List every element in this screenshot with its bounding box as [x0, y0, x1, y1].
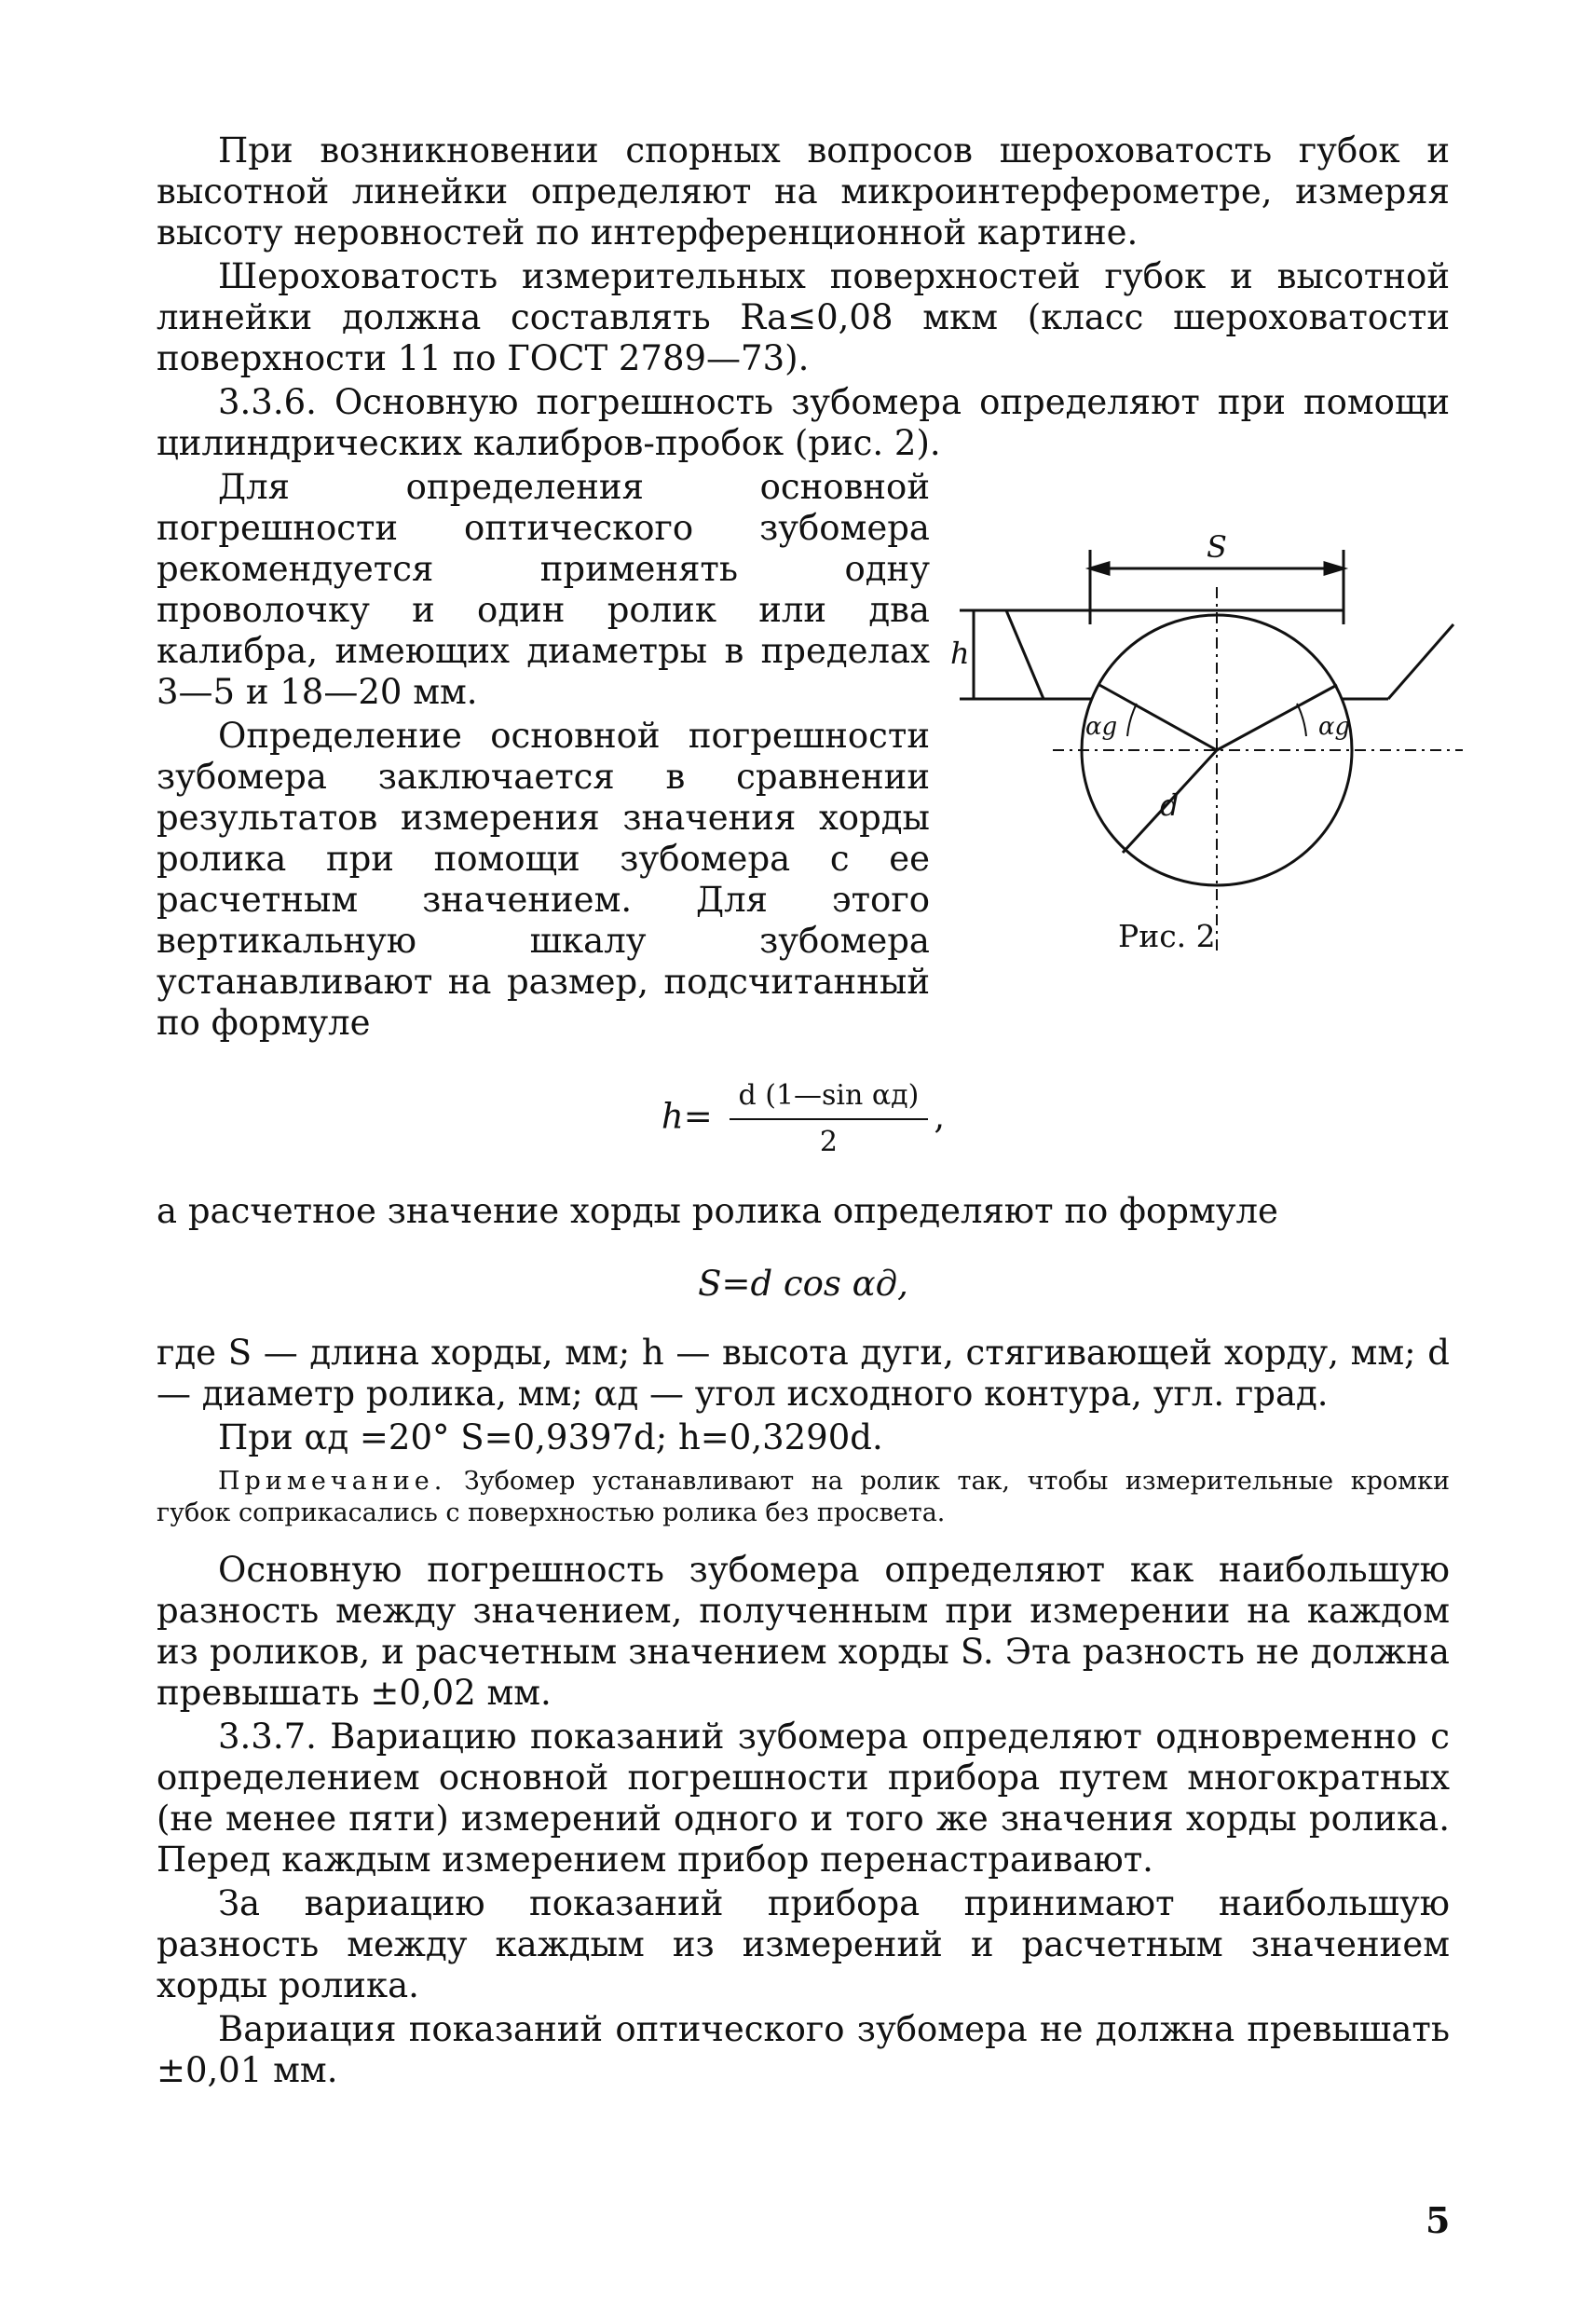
paragraph: За вариацию показаний прибора принимают наибольшую разность между каждым из измерений и расчетным значением хорды ролика.	[157, 1883, 1450, 2005]
label-d: d	[1160, 787, 1180, 823]
formula-lhs: h=	[661, 1096, 713, 1137]
label-s: S	[1207, 529, 1227, 565]
paragraph: а расчетное значение хорды ролика определяют по формуле	[157, 1191, 1278, 1231]
note	[157, 1466, 1450, 1529]
angle-arc-right	[1297, 704, 1306, 736]
arrowhead	[1325, 563, 1344, 574]
angle-arc-left	[1127, 704, 1137, 736]
note-text: Зубомер устанавливают на ролик так, чтобы измерительные кромки губок соприкасались с поверхностью ролика без просвета.	[157, 1467, 1450, 1527]
left-jaw	[1006, 610, 1044, 699]
note-label: Примечание.	[218, 1467, 447, 1496]
figure-caption: Рис. 2	[1118, 918, 1216, 954]
formula-h	[157, 1075, 1450, 1163]
wrapped-text-block	[157, 467, 930, 1044]
figure-roller-chord	[950, 522, 1472, 978]
formula-numerator: d (1—sin αд)	[730, 1075, 929, 1120]
paragraph: Для определения основной погрешности оптического зубомера рекомендуется применять одну проволочку и один ролик или два калибра, имеющих диаметры в пределах 3—5 и 18—20 мм.	[157, 467, 930, 712]
paragraph: Определение основной погрешности зубомера заключается в сравнении результатов измерения значения хорды ролика при помощи зубомера с ее расчетным значением. Для этого вертикальную шкалу зубомера устанавливают на размер, подсчитанный по формуле	[157, 716, 930, 1043]
formula-s-text: S=d cos αд,	[698, 1264, 908, 1304]
formula-trail: ,	[934, 1096, 946, 1137]
formula-s	[157, 1264, 1450, 1305]
body-text-top	[157, 130, 1450, 2094]
right-jaw-slope	[1388, 624, 1453, 699]
paragraph: 3.3.6. Основную погрешность зубомера определяют при помощи цилиндрических калибров-пробок (рис. 2).	[157, 382, 1450, 463]
page-number: 5	[1425, 2199, 1451, 2241]
paragraph: Шероховатость измерительных поверхностей губок и высотной линейки должна составлять Ra≤0,08 мкм (класс шероховатости поверхности 11 по ГОСТ 2789—73).	[157, 256, 1450, 378]
paragraph: Вариация показаний оптического зубомера не должна превышать ±0,01 мм.	[157, 2009, 1450, 2090]
formula-denominator: 2	[819, 1126, 838, 1158]
paragraph: Основную погрешность зубомера определяют как наибольшую разность между значением, полученным при измерении на каждом из роликов, и расчетным значением хорды S. Эта разность не должна превышать ±0,02 мм.	[157, 1550, 1450, 1713]
label-alpha-left: αg	[1085, 713, 1118, 741]
paragraph: где S — длина хорды, мм; h — высота дуги, стягивающей хорду, мм; d — диаметр ролика, мм; αд — угол исходного контура, угл. град.	[157, 1333, 1450, 1414]
label-h: h	[950, 636, 970, 671]
formula-fraction	[730, 1075, 929, 1163]
paragraph: При возникновении спорных вопросов шероховатость губок и высотной линейки определяют на микроинтерферометре, измеряя высоту неровностей по интерференционной картине.	[157, 130, 1450, 253]
paragraph: 3.3.7. Вариацию показаний зубомера определяют одновременно с определением основной погрешности прибора путем многократных (не менее пяти) измерений одного и того же значения хорды ролика. Перед каждым измерением прибор перенастраивают.	[157, 1717, 1450, 1880]
label-alpha-right: αg	[1318, 713, 1351, 741]
paragraph: При αд =20° S=0,9397d; h=0,3290d.	[218, 1417, 883, 1457]
arrowhead	[1090, 563, 1109, 574]
